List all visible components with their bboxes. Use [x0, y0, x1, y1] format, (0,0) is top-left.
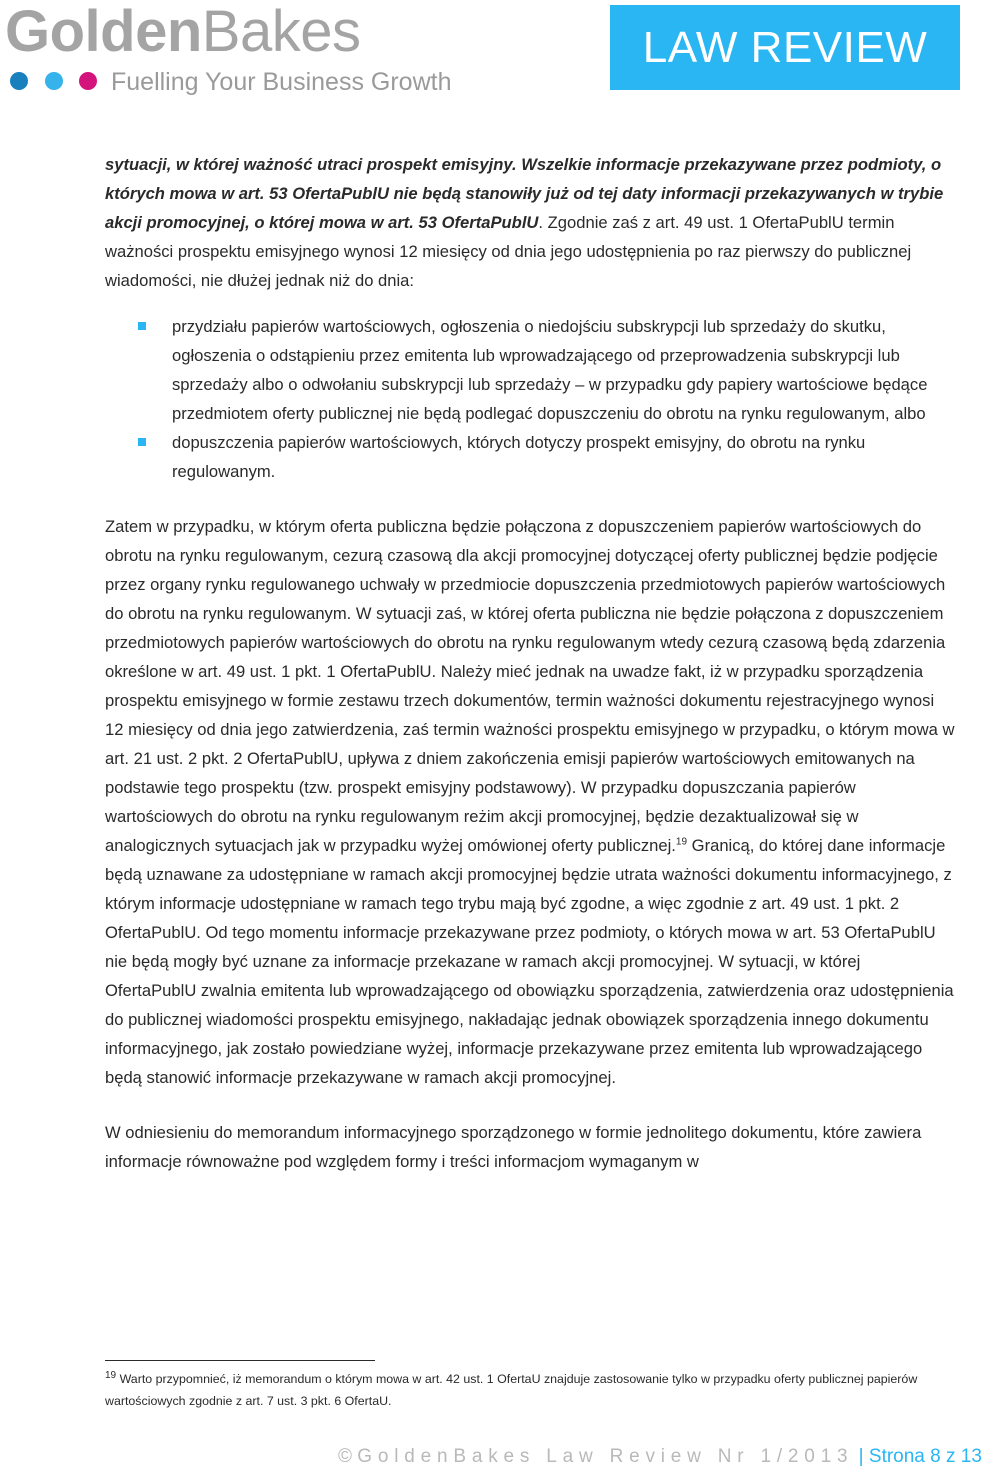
footnote-reference[interactable]: 19: [675, 836, 688, 848]
logo-dot-light-blue: [45, 72, 63, 90]
law-review-badge: LAW REVIEW: [610, 5, 960, 90]
bullet-list: [105, 312, 955, 486]
list-item-text: przydziału papierów wartościowych, ogłoszenia o niedojściu subskrypcji lub sprzedaży do skutku, ogłoszenia o odstąpieniu przez emitenta lub wprowadzającego od przeprowadzenia subskrypcji lub sprzedaży albo o odwołaniu subskrypcji lub sprzedaży – w przypadku gdy papiery wartościowe będące przedmiotem oferty publicznej nie będą podlegać dopuszczeniu do obrotu na rynku regulowanym, albo: [172, 317, 928, 423]
intro-regular-text: . Zgodnie zaś z art. 49 ust. 1 OfertaPublU termin ważności prospektu emisyjnego wynosi 12 miesięcy od dnia jego udostępnienia po raz pierwszy do publicznej wiadomości, nie dłużej jednak niż do dnia:: [105, 213, 912, 290]
goldenbakes-logo: [5, 0, 452, 100]
copyright-symbol: ©: [338, 1446, 352, 1467]
list-item-text: dopuszczenia papierów wartościowych, których dotyczy prospekt emisyjny, do obrotu na rynku regulowanym.: [172, 433, 866, 481]
footnote-number: 19: [105, 1369, 117, 1381]
logo-wordmark-golden: Golden: [5, 0, 202, 64]
page-footer: [338, 1442, 982, 1472]
square-bullet-icon: [138, 322, 146, 330]
logo-dot-dark-blue: [10, 72, 28, 90]
paragraph-2-text-part1: Zatem w przypadku, w którym oferta publiczna będzie połączona z dopuszczeniem papierów wartościowych do obrotu na rynku regulowanym, cezurą czasową dla akcji promocyjnej dotyczącej oferty publicznej będzie podjęcie przez organy rynku regulowanego uchwały w przedmiocie dopuszczenia przedmiotowych papierów wartościowych do obrotu na rynku regulowanym. W sytuacji zaś, w której oferta publiczna nie będzie połączona z dopuszczeniem przedmiotowych papierów wartościowych do obrotu na rynku regulowanym wtedy cezurą czasową będą zdarzenia określone w art. 49 ust. 1 pkt. 1 OfertaPublU. Należy mieć jednak na uwadze fakt, iż w przypadku sporządzenia prospektu emisyjnego w formie zestawu trzech dokumentów, termin ważności dokumentu rejestracyjnego wynosi 12 miesięcy od dnia jego zatwierdzenia, zaś termin ważności prospektu emisyjnego w przypadku, o którym mowa w art. 21 ust. 2 pkt. 2 OfertaPublU, upływa z dniem zakończenia emisji papierów wartościowych emitowanych na podstawie tego prospektu (tzw. prospekt emisyjny podstawowy). W przypadku dopuszczania papierów wartościowych do obrotu na rynku regulowanym reżim akcji promocyjnej, będzie dezaktualizował się w analogicznych sytuacjach jak w przypadku wyżej omówionej oferty publicznej.: [105, 517, 955, 855]
intro-paragraph: [105, 150, 955, 295]
body-paragraph-2: [105, 512, 955, 1092]
square-bullet-icon: [138, 438, 146, 446]
intro-italic-text: sytuacji, w której ważność utraci prospekt emisyjny. Wszelkie informacje przekazywane przez podmioty, o których mowa w art. 53 OfertaPublU nie będą stanowiły już od tej daty informacji przekazywanych w trybie akcji promocyjnej, o której mowa w art. 53 OfertaPublU: [105, 155, 944, 232]
list-item: [105, 312, 955, 428]
footer-review-title: GoldenBakes Law Review Nr 1/2013: [357, 1446, 854, 1467]
footnote-divider: [105, 1360, 375, 1361]
footnote-text: Warto przypomnieć, iż memorandum o którym mowa w art. 42 ust. 1 OfertaU znajduje zastosowanie tylko w przypadku oferty publicznej papierów wartościowych zgodnie z art. 7 ust. 3 pkt. 6 OfertaU.: [105, 1372, 918, 1408]
document-body: [105, 150, 955, 1176]
list-item: [105, 428, 955, 486]
logo-tagline: Fuelling Your Business Growth: [111, 68, 452, 96]
logo-wordmark: [5, 2, 360, 62]
footer-page-number: Strona 8 z 13: [868, 1446, 982, 1467]
footnote: [105, 1368, 955, 1412]
logo-wordmark-bakes: Bakes: [201, 0, 361, 64]
body-paragraph-3: W odniesieniu do memorandum informacyjnego sporządzonego w formie jednolitego dokumentu, które zawiera informacje równoważne pod względem formy i treści informacjom wymaganym w: [105, 1123, 922, 1171]
paragraph-2-text-part2: Granicą, do której dane informacje będą uznawane za udostępniane w ramach akcji promocyjnej będzie utrata ważności dokumentu informacyjnego, z którym informacje udostępniane w ramach tego trybu mają być zgodne, a więc zgodnie z art. 49 ust. 1 pkt. 2 OfertaPublU. Od tego momentu informacje przekazywane przez podmioty, o których mowa w art. 53 OfertaPublU nie będą mogły być uznane za informacje przekazane w ramach akcji promocyjnej. W sytuacji, w której OfertaPublU zwalnia emitenta lub wprowadzającego od obowiązku sporządzenia, zatwierdzenia oraz udostępnienia do publicznej wiadomości prospektu emisyjnego, nakładając jednak obowiązek sporządzenia innego dokumentu informacyjnego, jak zostało powiedziane wyżej, informacje przekazywane przez emitenta lub wprowadzającego będą stanowić informacje przekazywane w ramach akcji promocyjnej.: [105, 836, 954, 1087]
logo-dot-magenta: [79, 72, 97, 90]
footer-separator: |: [858, 1446, 864, 1467]
